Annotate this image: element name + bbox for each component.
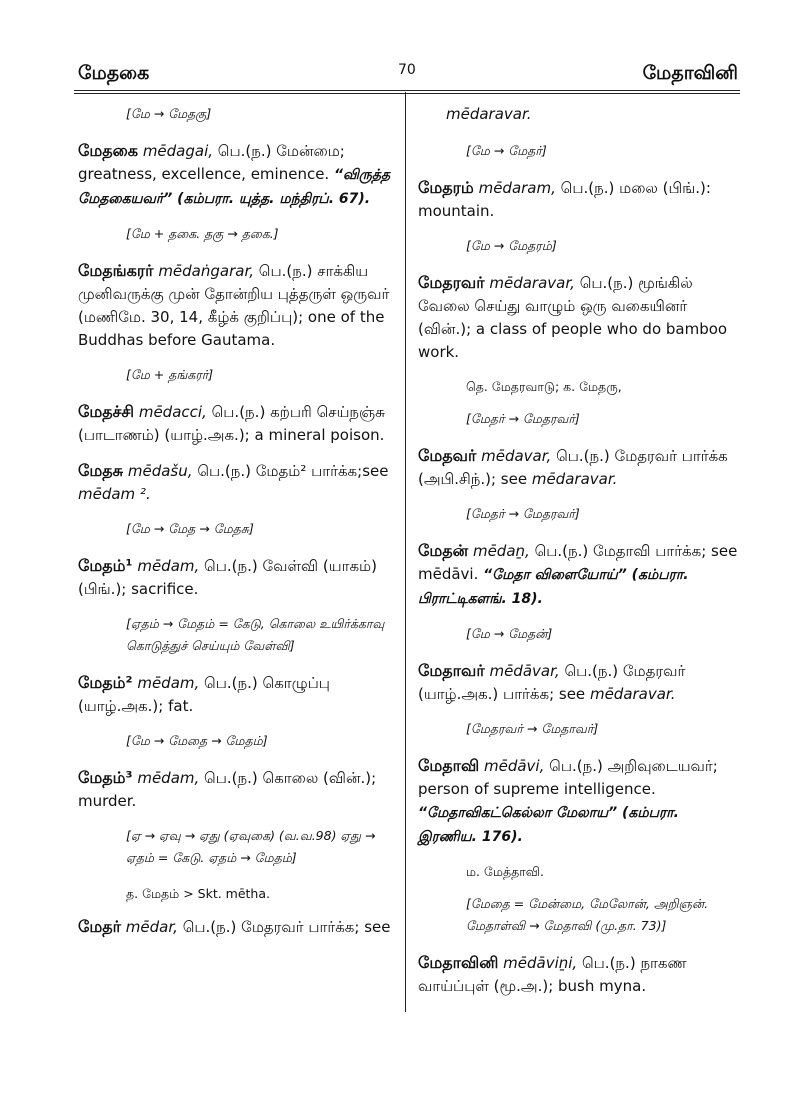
etymology-note: [மே → மேதன்]	[466, 626, 553, 641]
etymology-note: [மே → மேதரம்]	[466, 238, 557, 253]
entry-continuation: mēdaravar.	[446, 105, 532, 123]
etymology-note: [மே + தங்கரர்]	[126, 367, 214, 382]
headword: மேதங்கரர்	[78, 261, 154, 280]
page-number: 70	[398, 62, 416, 78]
transliteration: mēdavar,	[481, 447, 552, 465]
headword: மேதச்சி	[78, 402, 135, 421]
dictionary-entry	[418, 444, 740, 491]
transliteration: mēdagai,	[142, 142, 214, 160]
headword: மேதன்	[418, 541, 469, 560]
transliteration: mēdacci,	[138, 403, 207, 421]
definition: பெ.(ந.) மலை (பிங்.): mountain.	[418, 179, 711, 220]
headword: மேதம்³	[78, 768, 133, 787]
cognate-note: ம. மேத்தாவி.	[466, 864, 544, 879]
dictionary-entry	[78, 139, 396, 211]
definition: பெ.(ந.) கொலை (வின்.); murder.	[78, 769, 377, 810]
definition: பெ.(ந.) மேதரவர் பார்க்க (அபி.சிந்.); see	[418, 447, 728, 488]
dictionary-entry	[418, 539, 740, 611]
definition: பெ.(ந.) மேதரவர் (யாழ்.அக.) பார்க்க; see	[418, 662, 686, 703]
headword: மேதாவினி	[418, 953, 499, 972]
definition: பெ.(ந.) அறிவுடையவர்; person of supreme intelligence.	[418, 757, 718, 798]
dictionary-entry	[78, 766, 396, 813]
headword: மேதகை	[78, 141, 139, 160]
etymology-note: [மேதை = மேன்மை, மேலோன், அறிஞன். மேதாள்வி → மேதாவி (மு.தா. 73)]	[466, 896, 709, 933]
cross-reference: mēdam ².	[78, 485, 151, 503]
definition: பெ.(ந.) மேதரவர் பார்க்க; see	[182, 918, 391, 936]
headword: மேதர்	[78, 917, 122, 936]
transliteration: mēdam,	[137, 769, 200, 787]
transliteration: mēdar,	[125, 918, 178, 936]
page-header	[78, 58, 738, 88]
definition: பெ.(ந.) மேதம்² பார்க்க;see	[197, 462, 389, 480]
cross-reference: mēdaravar.	[531, 470, 618, 488]
headword: மேதவர்	[418, 446, 477, 465]
transliteration: mēdaravar,	[489, 274, 575, 292]
cognate-note: தெ. மேதரவாடு; க. மேதரு,	[466, 379, 622, 394]
dictionary-entry	[418, 176, 740, 223]
transliteration: mēdāviṉi,	[503, 954, 578, 972]
dictionary-entry	[78, 259, 396, 352]
etymology-note: [மே → மேதர்]	[466, 143, 547, 158]
dictionary-entry	[78, 400, 396, 447]
etymology-note: [ஏ → ஏவு → ஏது (ஏவுகை) (வ.வ.98) ஏது → ஏதம் = கேடு. ஏதம் → மேதம்]	[126, 828, 376, 865]
definition: பெ.(ந.) நாகண வாய்ப்புள் (மூ.அ.); bush myna.	[418, 954, 687, 995]
headword: மேதரவர்	[418, 273, 485, 292]
cross-reference: mēdaravar.	[589, 685, 676, 703]
headword: மேதரம்	[418, 178, 474, 197]
etymology-note: [மேதர் → மேதரவர்]	[466, 411, 580, 426]
right-column	[418, 103, 740, 1010]
citation-quote: “விருத்த மேதகையவர்” (கம்பரா. யுத்த. மந்திரப். 67).	[78, 167, 391, 207]
transliteration: mēdam,	[137, 674, 200, 692]
dictionary-entry	[78, 459, 396, 506]
header-rule-double	[74, 93, 740, 94]
transliteration: mēdašu,	[127, 462, 193, 480]
transliteration: mēdaṅgarar,	[158, 262, 255, 280]
transliteration: mēdāvi,	[484, 757, 545, 775]
citation-quote: “மேதா விளையோய்” (கம்பரா. பிராட்டிகளங். 18).	[418, 567, 689, 607]
etymology-note: [ஏதம் → மேதம் = கேடு, கொலை உயிர்க்காவு கொடுத்துச் செய்யும் வேள்வி]	[126, 616, 385, 653]
definition: பெ.(ந.) வேள்வி (யாகம்) (பிங்.); sacrifice.	[78, 557, 377, 598]
etymology-note: [மேதரவர் → மேதாவர்]	[466, 721, 599, 736]
header-rule	[74, 90, 740, 91]
dictionary-entry	[418, 659, 740, 706]
definition: பெ.(ந.) மூங்கில் வேலை செய்து வாழும் ஒரு வகையினர் (வின்.); a class of people who do bamboo work.	[418, 274, 728, 361]
definition: பெ.(ந.) மேதாவி பார்க்க; see mēdāvi.	[418, 542, 738, 583]
dictionary-entry	[78, 554, 396, 601]
column-divider	[405, 92, 406, 1012]
transliteration: mēdaṉ,	[472, 542, 530, 560]
etymology-note: [மே → மேத → மேதசு]	[126, 521, 254, 536]
etymology-note: [மே → மேதகு]	[126, 106, 212, 121]
left-column	[78, 103, 396, 951]
definition: பெ.(ந.) மேன்மை; greatness, excellence, eminence.	[78, 142, 345, 183]
guide-word-left: மேதகை	[78, 62, 150, 84]
guide-word-right: மேதாவினி	[642, 62, 738, 84]
etymology-note: [மேதர் → மேதரவர்]	[466, 506, 580, 521]
definition: பெ.(ந.) கற்பரி செய்நஞ்சு (பாடாணம்) (யாழ்.அக.); a mineral poison.	[78, 403, 385, 444]
definition: பெ.(ந.) சாக்கிய முனிவருக்கு முன் தோன்றிய புத்தருள் ஒருவர் (மணிமே. 30, 14, கீழ்க் குறிப்பு); one of the Buddhas before Gautama.	[78, 262, 390, 349]
dictionary-entry	[418, 271, 740, 364]
headword: மேதாவர்	[418, 661, 485, 680]
transliteration: mēdāvar,	[489, 662, 560, 680]
transliteration: mēdaram,	[478, 179, 556, 197]
dictionary-entry	[418, 951, 740, 998]
etymology-note: [மே → மேதை → மேதம்]	[126, 733, 268, 748]
definition: பெ.(ந.) கொழுப்பு (யாழ்.அக.); fat.	[78, 674, 330, 715]
etymology-note: [மே + தகை. தகு → தகை.]	[126, 226, 279, 241]
dictionary-entry	[78, 671, 396, 718]
headword: மேதம்²	[78, 673, 133, 692]
headword: மேதம்¹	[78, 556, 133, 575]
dictionary-entry	[78, 915, 396, 939]
headword: மேதாவி	[418, 756, 480, 775]
dictionary-entry	[418, 754, 740, 849]
transliteration: mēdam,	[137, 557, 200, 575]
cognate-note: த. மேதம் > Skt. mētha.	[126, 886, 270, 901]
headword: மேதசு	[78, 461, 124, 480]
citation-quote: “மேதாவிகட்கெல்லா மேலாய” (கம்பரா. இரணிய. 176).	[418, 805, 679, 845]
